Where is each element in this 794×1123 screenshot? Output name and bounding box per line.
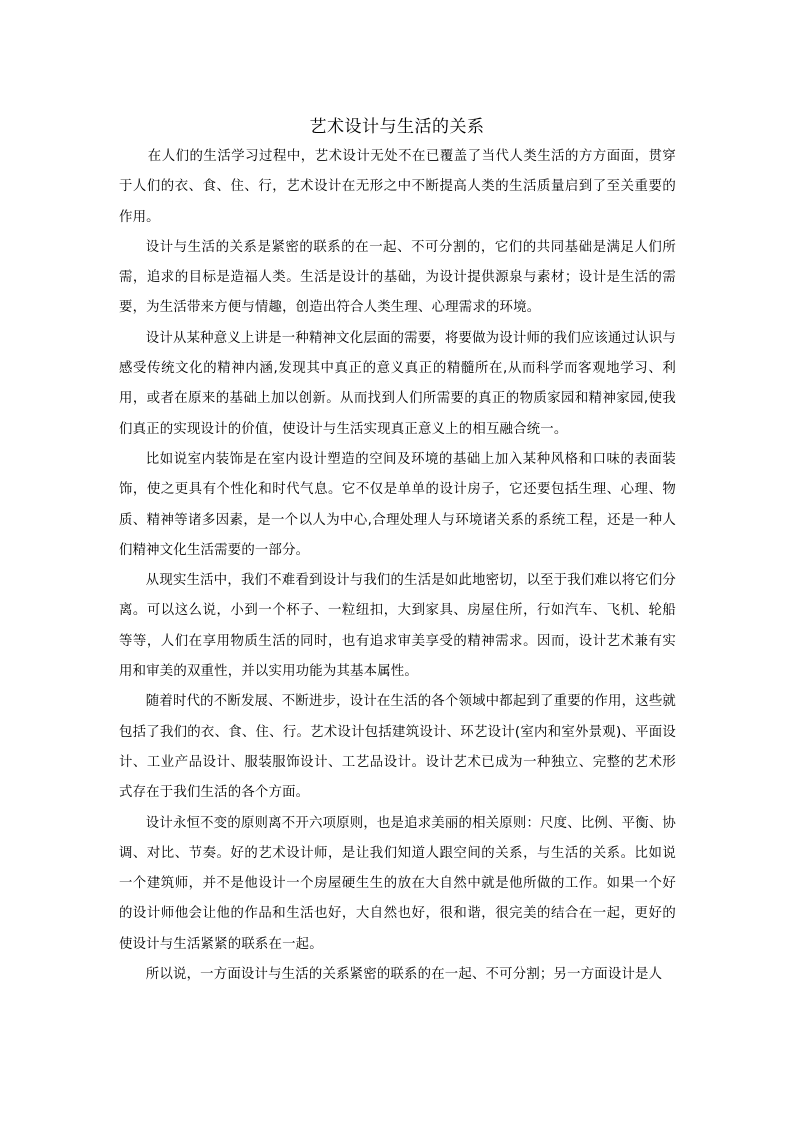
paragraph-5: 从现实生活中，我们不难看到设计与我们的生活是如此地密切，以至于我们难以将它们分离。可以这么说，小到一个杯子、一粒纽扣，大到家具、房屋住所，行如汽车、飞机、轮船等等，人们在享用物质生活的同时，也有追求审美享受的精神需求。因而，设计艺术兼有实用和审美的双重性，并以实用功能为其基本属性。 bbox=[119, 573, 676, 680]
paragraph-3: 设计从某种意义上讲是一种精神文化层面的需要，将要做为设计师的我们应该通过认识与感受传统文化的精神内涵,发现其中真正的意义真正的精髓所在,从而科学而客观地学习、利用，或者在原来的基础上加以创新。从而找到人们所需要的真正的物质家园和精神家园,使我们真正的实现设计的价值，使设计与生活实现真正意义上的相互融合统一。 bbox=[119, 330, 676, 437]
paragraph-1: 在人们的生活学习过程中，艺术设计无处不在已覆盖了当代人类生活的方方面面，贯穿于人们的衣、食、住、行，艺术设计在无形之中不断提高人类的生活质量启到了至关重要的作用。 bbox=[119, 149, 676, 225]
document-title: 艺术设计与生活的关系 bbox=[309, 117, 485, 138]
paragraph-4: 比如说室内装饰是在室内设计塑造的空间及环境的基础上加入某种风格和口味的表面装饰，使之更具有个性化和时代气息。它不仅是单单的设计房子，它还要包括生理、心理、物质、精神等诸多因素，是一个以人为中心,合理处理人与环境诸关系的系统工程，还是一种人们精神文化生活需要的一部分。 bbox=[119, 451, 676, 558]
document-body bbox=[119, 142, 676, 990]
paragraph-2: 设计与生活的关系是紧密的联系的在一起、不可分割的，它们的共同基础是满足人们所需，追求的目标是造福人类。生活是设计的基础，为设计提供源泉与素材；设计是生活的需要，为生活带来方便与情趣，创造出符合人类生理、心理需求的环境。 bbox=[119, 239, 676, 316]
paragraph-8: 所以说，一方面设计与生活的关系紧密的联系的在一起、不可分割；另一方面设计是人 bbox=[145, 967, 663, 983]
paragraph-6: 随着时代的不断发展、不断进步，设计在生活的各个领域中都起到了重要的作用，这些就包括了我们的衣、食、住、行。艺术设计包括建筑设计、环艺设计(室内和室外景观)、平面设计、工业产品设计、服装服饰设计、工艺品设计。设计艺术已成为一种独立、完整的艺术形式存在于我们生活的各个方面。 bbox=[119, 694, 676, 801]
paragraph-7: 设计永恒不变的原则离不开六项原则，也是追求美丽的相关原则：尺度、比例、平衡、协调、对比、节奏。好的艺术设计师，是让我们知道人跟空间的关系，与生活的关系。比如说一个建筑师，并不是他设计一个房屋硬生生的放在大自然中就是他所做的工作。如果一个好的设计师他会让他的作品和生活也好，大自然也好，很和谐，很完美的结合在一起，更好的使设计与生活紧紧的联系在一起。 bbox=[119, 815, 676, 952]
